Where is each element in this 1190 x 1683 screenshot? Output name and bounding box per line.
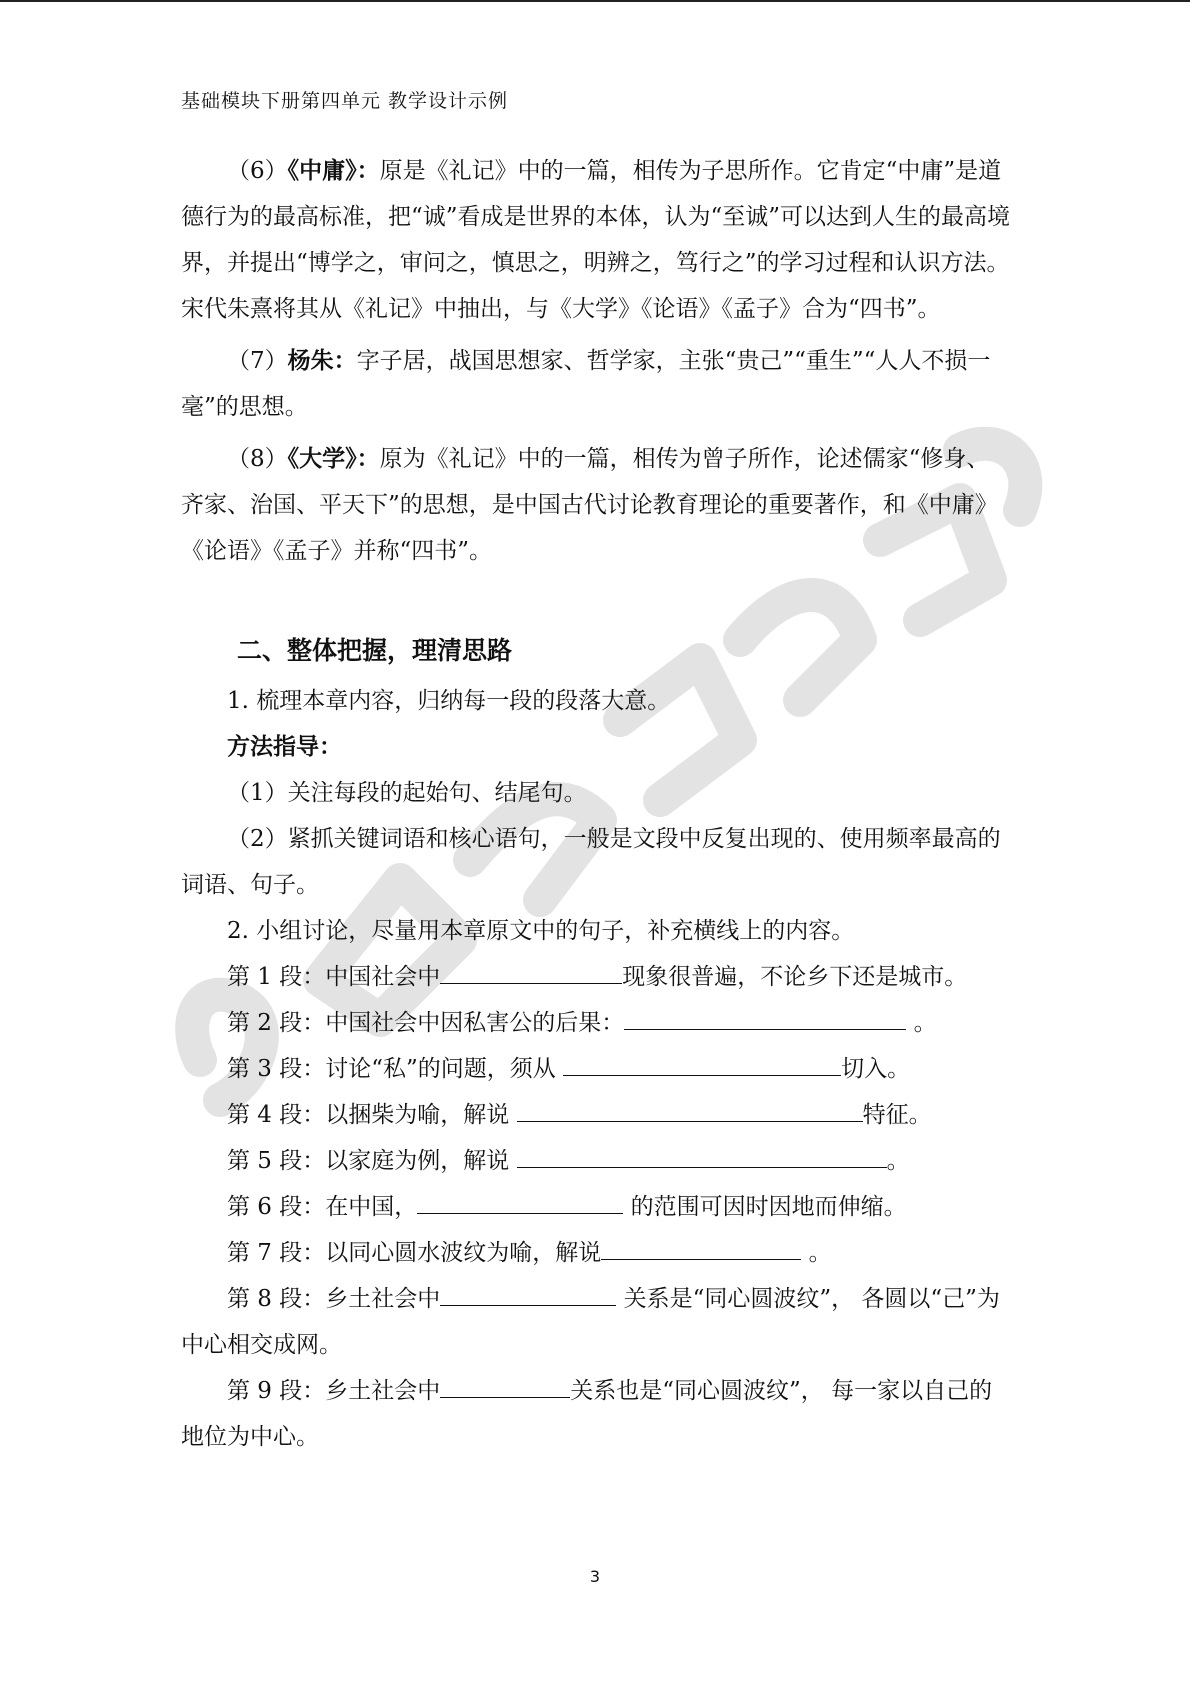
paragraph-8-fill bbox=[181, 1276, 1011, 1368]
prompt-text: 乡土社会中 bbox=[325, 1378, 441, 1404]
item-term: 《中庸》： bbox=[287, 158, 380, 184]
paragraph-label: 第 9 段： bbox=[227, 1378, 326, 1404]
paragraph-4-fill bbox=[181, 1092, 1011, 1138]
prompt-text: 中国社会中 bbox=[325, 964, 441, 990]
prompt-text: 关系也是“同心圆波纹”， 每一家以自己的地位为中心。 bbox=[181, 1378, 993, 1450]
section-title: 二、整体把握，理清思路 bbox=[237, 636, 513, 665]
paragraph-label: 第 7 段： bbox=[227, 1240, 326, 1266]
prompt-text: 。 bbox=[906, 1010, 937, 1036]
paragraph-2-fill bbox=[181, 1000, 1011, 1046]
task-1: 1. 梳理本章内容，归纳每一段的段落大意。 bbox=[227, 688, 671, 714]
paragraph-9-fill bbox=[181, 1368, 1011, 1460]
paragraph-1-fill bbox=[181, 954, 1011, 1000]
answer-blank[interactable] bbox=[517, 1095, 863, 1122]
item-number: （8） bbox=[227, 446, 288, 472]
prompt-text: 。 bbox=[886, 1148, 910, 1174]
item-text: 原是《礼记》中的一篇，相传为子思所作。它肯定“中庸”是道德行为的最高标准，把“诚”看成是世界的本体，认为“至诚”可以达到人生的最高境界，并提出“博学之，审问之，慎思之，明辨之，笃行之”的学习过程和认识方法。宋代朱熹将其从《礼记》中抽出，与《大学》《论语》《孟子》合为“四书”。 bbox=[181, 158, 1011, 322]
note-item-7 bbox=[181, 338, 1011, 430]
note-item-6 bbox=[181, 148, 1011, 332]
note-item-8 bbox=[181, 436, 1011, 574]
document-body bbox=[181, 148, 1011, 1460]
prompt-text: 以家庭为例，解说 bbox=[325, 1148, 517, 1174]
method-label bbox=[181, 724, 1011, 770]
prompt-text: 的范围可因时因地而伸缩。 bbox=[623, 1194, 907, 1220]
paragraph-label: 第 4 段： bbox=[227, 1102, 326, 1128]
answer-blank[interactable] bbox=[563, 1049, 841, 1076]
item-number: （6） bbox=[227, 158, 288, 184]
prompt-text: 特征。 bbox=[862, 1102, 932, 1128]
method-label-text: 方法指导： bbox=[227, 734, 342, 760]
item-text: 字子居，战国思想家、哲学家，主张“贵己”“重生”“人人不损一毫”的思想。 bbox=[181, 348, 991, 420]
answer-blank[interactable] bbox=[417, 1187, 623, 1214]
paragraph-3-fill bbox=[181, 1046, 1011, 1092]
prompt-text: 以同心圆水波纹为喻，解说 bbox=[325, 1240, 602, 1266]
prompt-text: 关系是“同心圆波纹”， 各圆以“己”为中心相交成网。 bbox=[181, 1286, 1000, 1358]
prompt-text: 以捆柴为喻，解说 bbox=[325, 1102, 517, 1128]
answer-blank[interactable] bbox=[624, 1003, 906, 1030]
prompt-text: 乡土社会中 bbox=[325, 1286, 441, 1312]
paragraph-label: 第 5 段： bbox=[227, 1148, 326, 1174]
task-2: 2. 小组讨论，尽量用本章原文中的句子，补充横线上的内容。 bbox=[227, 918, 855, 944]
prompt-text: 切入。 bbox=[841, 1056, 911, 1082]
answer-blank[interactable] bbox=[601, 1233, 801, 1260]
answer-blank[interactable] bbox=[440, 957, 622, 984]
paragraph-6-fill bbox=[181, 1184, 1011, 1230]
prompt-text: 中国社会中因私害公的后果： bbox=[325, 1010, 625, 1036]
paragraph-label: 第 1 段： bbox=[227, 964, 326, 990]
paragraph-label: 第 8 段： bbox=[227, 1286, 326, 1312]
paragraph-label: 第 2 段： bbox=[227, 1010, 326, 1036]
item-number: （7） bbox=[227, 348, 288, 374]
answer-blank[interactable] bbox=[440, 1279, 616, 1306]
item-term: 《大学》： bbox=[287, 446, 380, 472]
answer-blank[interactable] bbox=[440, 1371, 570, 1398]
answer-blank[interactable] bbox=[517, 1141, 887, 1168]
paragraph-label: 第 3 段： bbox=[227, 1056, 326, 1082]
item-term: 杨朱： bbox=[287, 348, 357, 374]
item-text: 原为《礼记》中的一篇，相传为曾子所作，论述儒家“修身、齐家、治国、平天下”的思想，是中国古代讨论教育理论的重要著作，和《中庸》《论语》《孟子》并称“四书”。 bbox=[181, 446, 998, 564]
paragraph-5-fill bbox=[181, 1138, 1011, 1184]
prompt-text: 。 bbox=[801, 1240, 832, 1266]
method-2: （2）紧抓关键词语和核心语句，一般是文段中反复出现的、使用频率最高的词语、句子。 bbox=[181, 826, 1001, 898]
prompt-text: 现象很普遍，不论乡下还是城市。 bbox=[622, 964, 968, 990]
prompt-text: 讨论“私”的问题，须从 bbox=[325, 1056, 564, 1082]
method-1: （1）关注每段的起始句、结尾句。 bbox=[227, 780, 587, 806]
paragraph-label: 第 6 段： bbox=[227, 1194, 326, 1220]
paragraph-7-fill bbox=[181, 1230, 1011, 1276]
page-header: 基础模块下册第四单元 教学设计示例 bbox=[181, 90, 509, 112]
top-border bbox=[0, 0, 1190, 2]
prompt-text: 在中国， bbox=[325, 1194, 418, 1220]
page-number: 3 bbox=[589, 1567, 601, 1586]
